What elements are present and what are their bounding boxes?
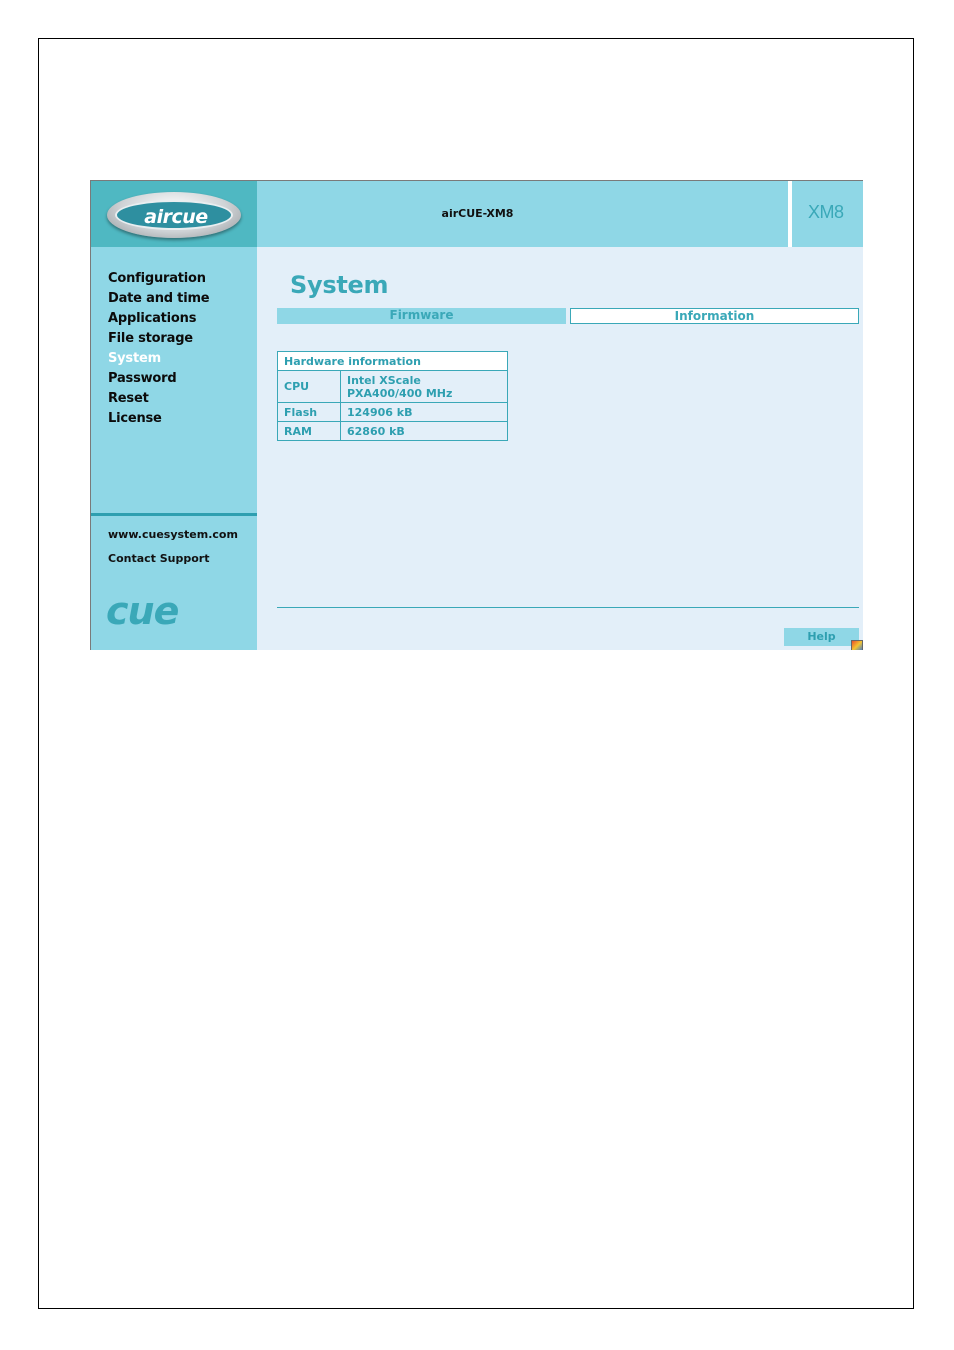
help-button[interactable]: Help xyxy=(784,628,859,646)
sidebar-item-license[interactable]: License xyxy=(108,411,162,426)
cue-logo: cue xyxy=(106,589,179,633)
table-cell-key: Flash xyxy=(278,403,341,422)
content-divider xyxy=(277,607,859,608)
aircue-logo[interactable] xyxy=(107,192,241,238)
logo-area xyxy=(91,181,257,247)
cpu-value-line1: Intel XScale xyxy=(347,373,421,387)
main-content xyxy=(257,247,863,650)
aircue-web-ui xyxy=(90,180,863,650)
table-cell-value xyxy=(341,371,508,403)
tab-information[interactable]: Information xyxy=(570,308,859,324)
contact-support-link[interactable]: Contact Support xyxy=(108,552,210,565)
sidebar-item-system[interactable]: System xyxy=(108,351,161,366)
table-row xyxy=(278,422,508,441)
header-bar xyxy=(257,181,788,247)
model-area xyxy=(792,181,863,247)
tab-firmware[interactable]: Firmware xyxy=(277,308,566,324)
sidebar-item-password[interactable]: Password xyxy=(108,371,177,386)
sidebar-item-reset[interactable]: Reset xyxy=(108,391,149,406)
sidebar-item-date-and-time[interactable]: Date and time xyxy=(108,291,210,306)
sidebar-item-applications[interactable]: Applications xyxy=(108,311,197,326)
table-row xyxy=(278,371,508,403)
sidebar-item-file-storage[interactable]: File storage xyxy=(108,331,193,346)
model-code: XM8 xyxy=(808,202,844,222)
website-link[interactable]: www.cuesystem.com xyxy=(108,528,238,541)
aircue-logo-inner xyxy=(115,200,233,230)
table-cell-value: 62860 kB xyxy=(341,422,508,441)
sidebar-nav xyxy=(108,270,209,430)
table-cell-key: RAM xyxy=(278,422,341,441)
cpu-value-line2: PXA400/400 MHz xyxy=(347,386,453,400)
browser-corner-icon xyxy=(851,640,863,650)
table-row xyxy=(278,403,508,422)
table-cell-value: 124906 kB xyxy=(341,403,508,422)
sidebar-divider xyxy=(91,513,257,516)
page-title: System xyxy=(290,271,389,299)
sidebar xyxy=(91,247,257,650)
aircue-logo-text: aircue xyxy=(144,206,208,228)
table-header: Hardware information xyxy=(278,352,508,371)
hardware-info-table xyxy=(277,351,508,441)
table-cell-key: CPU xyxy=(278,371,341,403)
device-title: airCUE-XM8 xyxy=(441,207,514,220)
sidebar-item-configuration[interactable]: Configuration xyxy=(108,271,206,286)
